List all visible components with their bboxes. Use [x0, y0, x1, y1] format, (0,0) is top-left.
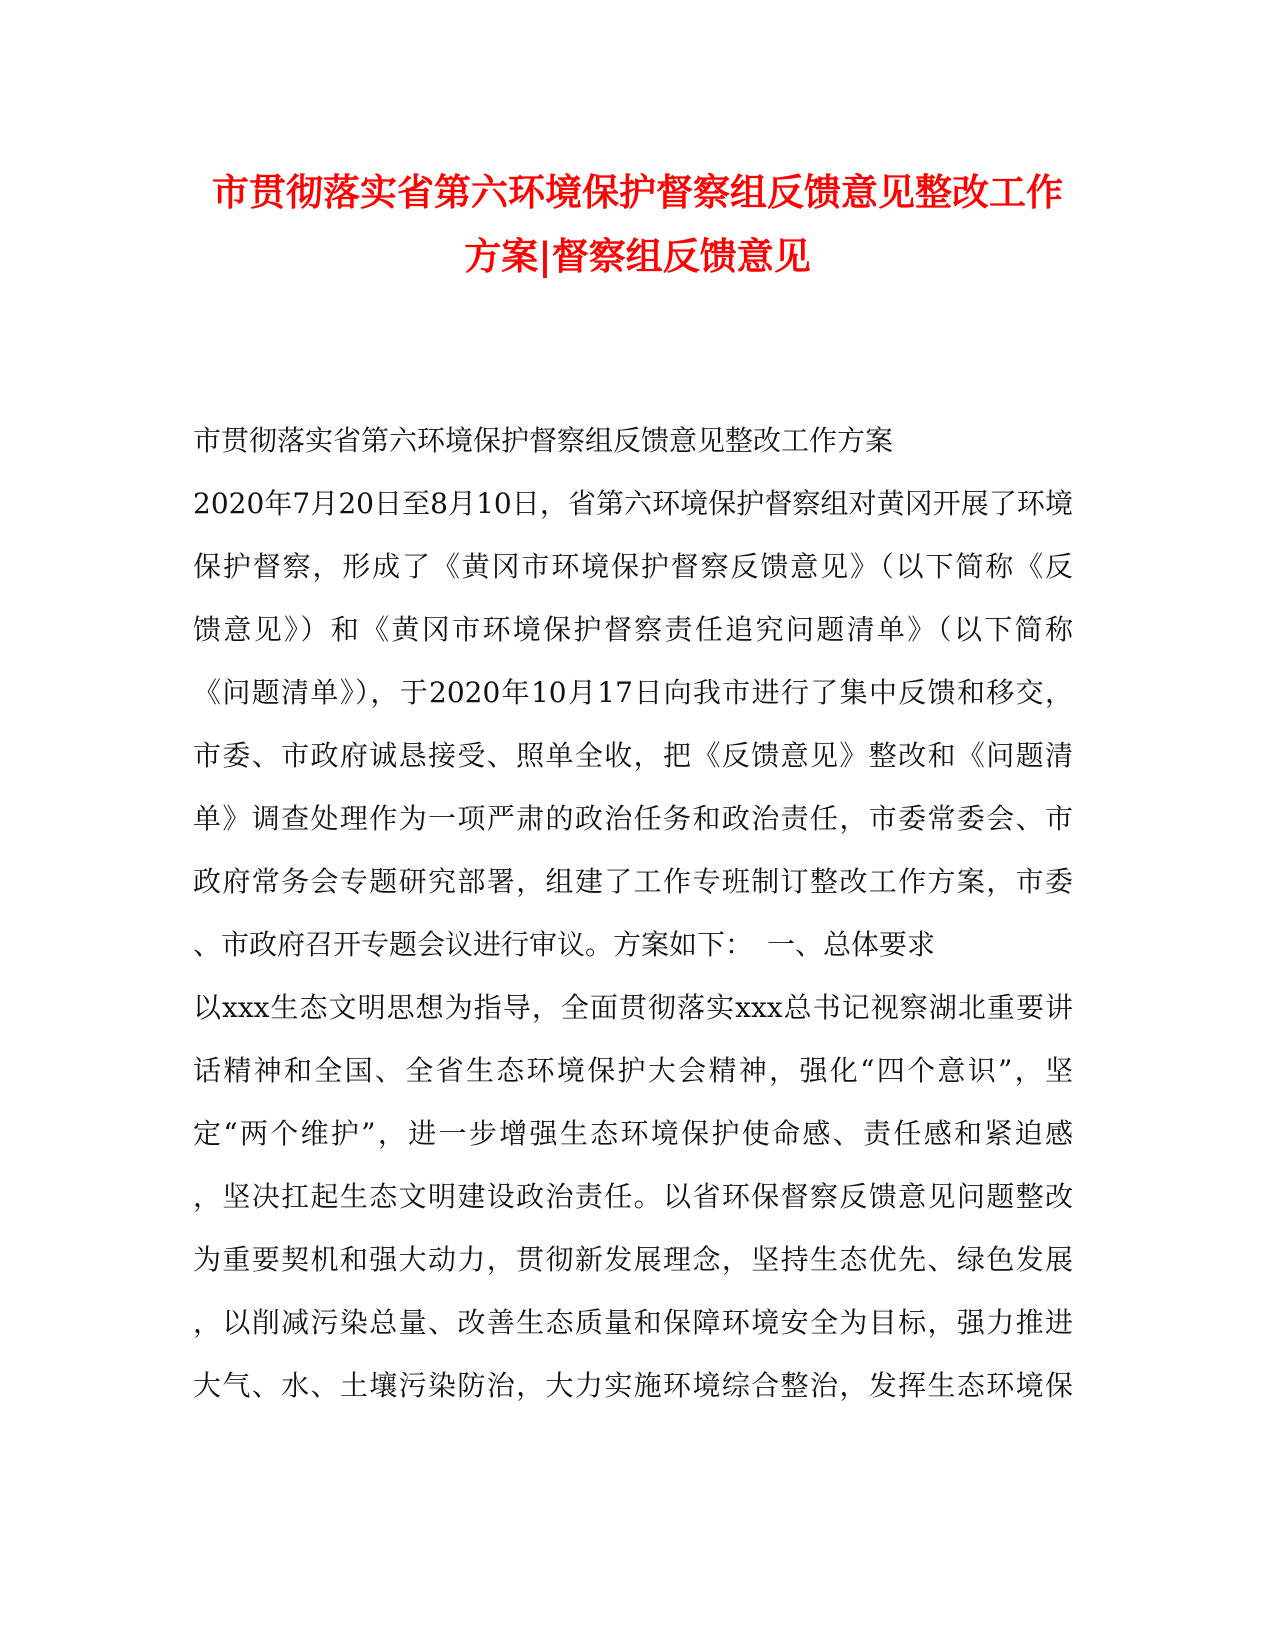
body-line: ，以削减污染总量、改善生态质量和保障环境安全为目标，强力推进 [193, 1306, 1073, 1339]
body-line: 话精神和全国、全省生态环境保护大会精神，强化“四个意识”，坚 [193, 1054, 1073, 1087]
title-line-1: 市贯彻落实省第六环境保护督察组反馈意见整改工作 [212, 170, 1063, 214]
body-line: ，坚决扛起生态文明建设政治责任。以省环保督察反馈意见问题整改 [193, 1180, 1073, 1213]
body-line: 单》调查处理作为一项严肃的政治任务和政治责任，市委常委会、市 [193, 802, 1073, 835]
title-line-2: 方案|督察组反馈意见 [464, 234, 811, 278]
body-line: 《问题清单》），于2020年10月17日向我市进行了集中反馈和移交， [193, 676, 1073, 709]
body-line: 2020年7月20日至8月10日，省第六环境保护督察组对黄冈开展了环境 [193, 487, 1073, 520]
body-line: 市贯彻落实省第六环境保护督察组反馈意见整改工作方案 [193, 424, 894, 457]
body-line: 、市政府召开专题会议进行审议。方案如下： 一、总体要求 [193, 928, 936, 961]
body-line: 馈意见》）和《黄冈市环境保护督察责任追究问题清单》（以下简称 [193, 613, 1073, 646]
body-line: 以xxx生态文明思想为指导，全面贯彻落实xxx总书记视察湖北重要讲 [193, 991, 1073, 1024]
body-line: 为重要契机和强大动力，贯彻新发展理念，坚持生态优先、绿色发展 [193, 1243, 1073, 1276]
body-line: 定“两个维护”，进一步增强生态环境保护使命感、责任感和紧迫感 [193, 1117, 1073, 1150]
body-line: 市委、市政府诚恳接受、照单全收，把《反馈意见》整改和《问题清 [193, 739, 1073, 772]
body-line: 政府常务会专题研究部署，组建了工作专班制订整改工作方案，市委 [193, 865, 1073, 898]
document-title [170, 160, 1105, 288]
body-line: 大气、水、土壤污染防治，大力实施环境综合整治，发挥生态环境保 [193, 1369, 1073, 1402]
body-line: 保护督察，形成了《黄冈市环境保护督察反馈意见》（以下简称《反 [193, 550, 1073, 583]
document-body [193, 409, 1073, 1417]
